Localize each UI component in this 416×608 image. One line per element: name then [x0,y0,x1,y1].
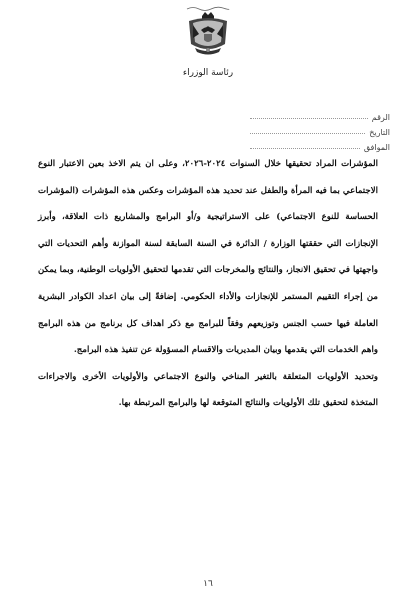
field-corresponding [250,138,390,152]
prime-ministry-caption: رئاسة الوزراء [182,68,234,78]
field-number-label: الرقم [371,113,390,122]
field-date-label: التاريخ [369,128,390,137]
field-number [250,108,390,122]
paragraph-priorities: وتحديد الأولويات المتعلقة بالتغير المناخي والنوع الاجتماعي والأولويات الأخرى والاجراءات المتخذة لتحقيق تلك الأولويات والنتائج المتوقعة لها والبرامج المرتبطة بها. [38,371,378,409]
body-text [38,151,378,417]
coat-of-arms-emblem [181,10,235,60]
field-corresponding-line [250,148,360,149]
page-number: ١٦ [203,579,213,589]
field-date-line [250,133,365,134]
paragraph-indicators: المؤشرات المراد تحقيقها خلال السنوات ٢٠٢٤-٢٠٢٦، وعلى ان يتم الاخذ بعين الاعتبار النوع الاجتماعي بما فيه المرأة والطفل عند تحديد هذه المؤشرات وعكس هذه المؤشرات (المؤشرات الحساسة للنوع الاجتماعي) على الاستراتيجية و/أو البرامج والمشاريع ذات العلاقة، وأبرز الإنجازات التي حققتها الوزارة / الدائرة في السنة السابقة لسنة الموازنة وأهم التحديات التي واجهتها في تحقيق الانجاز، والنتائج والمخرجات التي تقدمها لتحقيق الأولويات الوطنية، وبما يمكن من إجراء التقييم المستمر للإنجازات والأداء الحكومي. إضافةً إلى بيان اعداد الكوادر البشرية العاملة فيها حسب الجنس وتوزيعهم وفقاً للبرامج مع ذكر اهداف كل برنامج من هذه البرامج واهم الخدمات التي يقدمها وبيان المديريات والاقسام المسؤولة عن تنفيذ هذه البرامج. [38,159,378,356]
field-date [250,123,390,137]
field-number-line [250,118,368,119]
field-corresponding-label: الموافق [363,143,390,152]
reference-fields [250,108,390,153]
